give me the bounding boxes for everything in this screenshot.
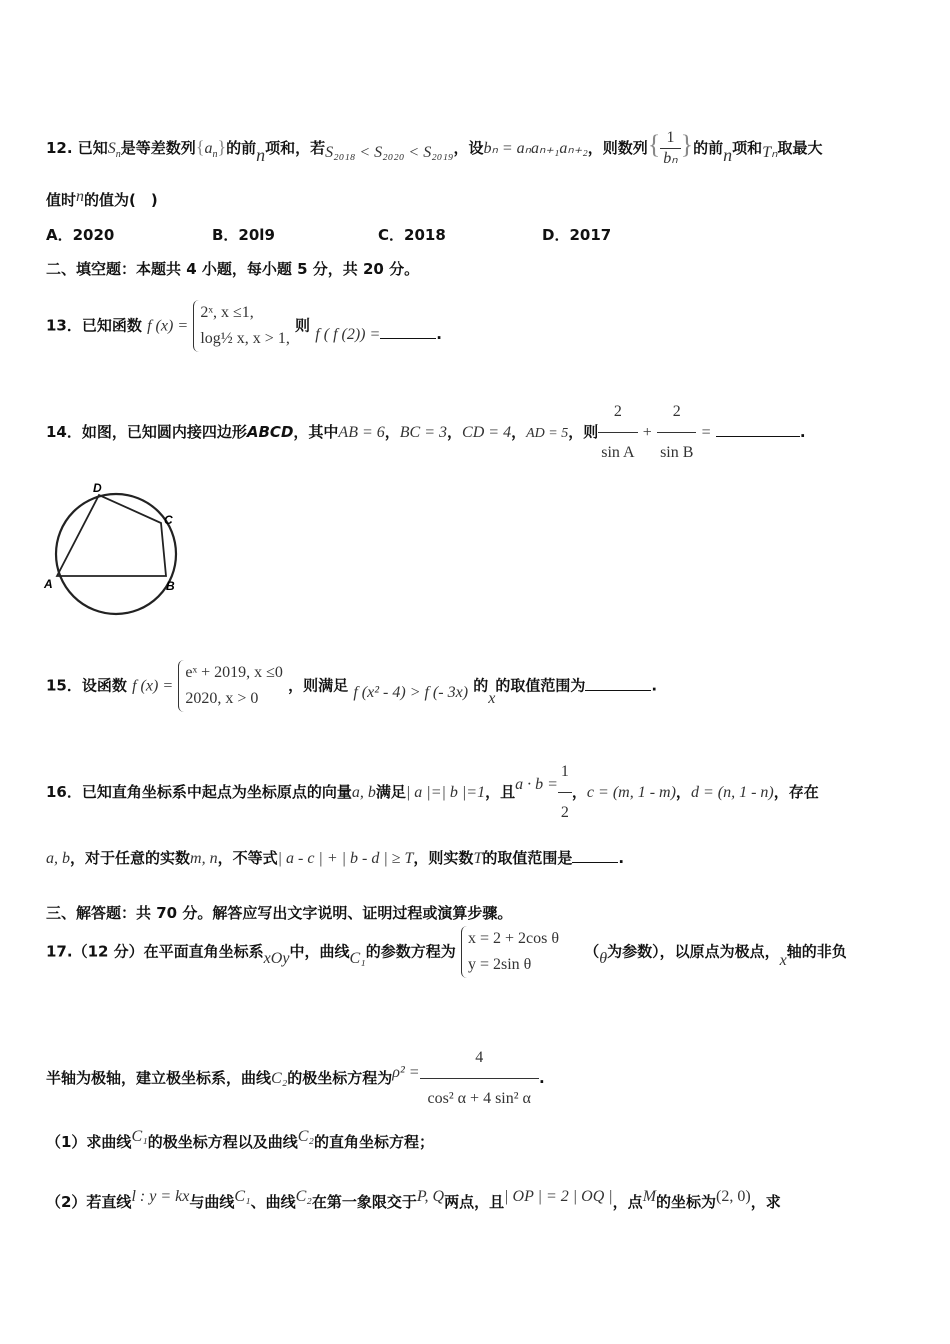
q12-t6: 的前 <box>693 139 724 157</box>
q16-dot: a · b = <box>515 776 558 793</box>
q14-line: 14．如图，已知圆内接四边形ABCD，其中AB = 6，BC = 3，CD = 4，AD = 5，则 $\frac{2}{\text{sin A}}$ + $\frac{2}{\text{sin B}}$ = . <box>46 392 806 473</box>
q12-option-a[interactable]: A．2020 <box>46 226 115 244</box>
q15-piecewise <box>178 660 283 712</box>
q15-fx: f (x) = <box>132 677 174 695</box>
section-fill-in-heading: 二、填空题：本题共 4 小题，每小题 5 分，共 20 分。 <box>46 260 420 278</box>
q16-t2: ，且 <box>485 783 516 801</box>
q16-d: d = (n, 1 - n) <box>690 784 774 801</box>
q17-part1-a: （1）求曲线 <box>46 1133 132 1151</box>
q14-frac-b: $\frac{2}{\text{sin B}}$ <box>657 392 696 473</box>
q17-c2: C₂ <box>271 1070 288 1087</box>
q15-answer-blank[interactable] <box>585 690 651 691</box>
q15-case1: eˣ + 2019, x ≤0 <box>185 664 283 681</box>
q14-quadrilateral <box>57 495 166 576</box>
q14-ab: AB = 6 <box>338 424 385 441</box>
q14-label-b: B <box>166 579 175 593</box>
q17-part2-c1: C₁ <box>234 1188 251 1205</box>
q17-part1-c2: C₂ <box>297 1128 314 1145</box>
q16-line1: 16．已知直角坐标系中起点为坐标原点的向量a, b满足| a |=| b |=1，且a · b = $\frac{1}{2}$ ，c = (m, 1 - m)，d = (n, 1 - n)，存在 <box>46 752 819 833</box>
q17-part2-f: ，点 <box>612 1193 643 1211</box>
q16-t1: 满足 <box>375 783 406 801</box>
q12-brace-open: { <box>195 137 205 157</box>
q16-c: c = (m, 1 - m) <box>586 784 676 801</box>
q17-part2-pq: P, Q <box>416 1188 445 1205</box>
q14-plus: + <box>642 424 652 441</box>
q17-xoy: xOy <box>263 949 290 967</box>
q12-option-c[interactable]: C．2018 <box>378 226 446 244</box>
q17-part2-l: l : y = kx <box>131 1188 190 1205</box>
q16-mn: m, n <box>190 850 218 867</box>
q16-answer-blank[interactable] <box>572 862 618 863</box>
q17-part1-b: 的极坐标方程以及曲线 <box>147 1133 298 1151</box>
q14-bc: BC = 3 <box>399 424 448 441</box>
q12-t7: 项和 <box>732 139 763 157</box>
q12-line2b: 的值为( ) <box>84 191 158 209</box>
q13-case1: 2ˣ, x ≤1, <box>200 304 254 321</box>
q17-t5: 轴的非负 <box>786 942 847 961</box>
q15-line: 15．设函数 f (x) = eˣ + 2019, x ≤0 2020, x > 0 ，则满足 f (x² - 4) > f (- 3x) 的x的取值范围为 . <box>46 660 657 712</box>
q13-expr: f ( f (2)) = <box>315 325 381 343</box>
q17-line1 <box>46 926 847 978</box>
q17-part1-c: 的直角坐标方程； <box>313 1133 434 1151</box>
q16-ab: a, b <box>351 784 376 801</box>
q12-t1: 是等差数列 <box>120 139 196 157</box>
q17-rho-frac: $\frac{4}{\text{cos² α + 4 sin² α}}$ <box>420 1038 539 1119</box>
q16-norm: | a |=| b |=1 <box>405 784 486 801</box>
section-solution-heading: 三、解答题：共 70 分。解答应写出文字说明、证明过程或演算步骤。 <box>46 904 513 922</box>
q12-t4: ，设 <box>453 139 484 157</box>
q14-t1: ，其中 <box>293 423 339 441</box>
q16-line2: a, b，对于任意的实数m, n，不等式| a - c | + | b - d | ≥ T，则实数T的取值范围是 . <box>46 849 625 867</box>
q12-t5: ，则数列 <box>587 139 648 157</box>
q17-line2: 半轴为极轴，建立极坐标系，曲线C₂的极坐标方程为ρ² = $\frac{4}{\text{cos² α + 4 sin² α}}$ . <box>46 1038 545 1119</box>
q17-part2-m: M <box>642 1188 657 1205</box>
q14-frac-a: $\frac{2}{\text{sin A}}$ <box>598 392 637 473</box>
q14-label-d: D <box>93 481 102 495</box>
q14-label-c: C <box>164 513 173 527</box>
q17-part2-g: 的坐标为 <box>656 1193 717 1211</box>
q15-t3: 的取值范围为 <box>495 676 586 695</box>
q17-part2-coord: (2, 0) <box>716 1188 751 1205</box>
q12-bn: bₙ = aₙaₙ₊₁aₙ₊₂ <box>483 140 588 157</box>
q14-quadrilateral-diagram <box>40 478 190 628</box>
q17-part2-eq: | OP | = 2 | OQ | <box>504 1188 613 1205</box>
q12-line2 <box>46 190 158 211</box>
q17-c1: C₁ <box>349 949 366 967</box>
q17-t2: 的参数方程为 <box>365 942 456 961</box>
q15-t1: ，则满足 <box>288 676 349 695</box>
q17-line2-t2: 的极坐标方程为 <box>287 1069 393 1087</box>
q17-part1 <box>46 1128 434 1153</box>
q13-then: 则 <box>295 316 311 335</box>
q14-circumcircle <box>56 494 176 614</box>
q12-t8: 取最大 <box>777 139 823 157</box>
q14-answer-blank[interactable] <box>716 436 800 437</box>
q17-part2-h: ，求 <box>750 1193 781 1211</box>
q17-line2-t1: 半轴为极轴，建立极坐标系，曲线 <box>46 1069 272 1087</box>
q16-line2-t3: ，则实数 <box>413 849 474 867</box>
q14-cd: CD = 4 <box>462 424 512 441</box>
q17-t3: （ <box>584 942 600 961</box>
q12-t2: 的前 <box>226 139 257 157</box>
q17-part2-b: 与曲线 <box>189 1193 235 1211</box>
q12-tn: Tₙ <box>762 144 778 161</box>
q12-ineq: S₂₀₁₈ < S₂₀₂₀ < S₂₀₁₉ <box>325 144 454 161</box>
q12-line1 <box>46 128 822 169</box>
q12-frac: $\frac{1}{\text{bₙ}}$ <box>660 128 680 169</box>
q17-rho: ρ² = <box>392 1064 420 1081</box>
q17-part2-c2: C₂ <box>295 1188 312 1205</box>
q15-lead: 15．设函数 <box>46 676 127 695</box>
q17-part1-c1: C₁ <box>131 1128 148 1145</box>
q17-part2-c: 、曲线 <box>250 1193 296 1211</box>
q13-case2: log½ x, x > 1, <box>200 330 290 347</box>
q12-lead: 12. 已知 <box>46 139 108 157</box>
q14-name: ABCD <box>246 423 294 441</box>
q15-x: x <box>488 689 496 707</box>
q17-t4: 为参数），以原点为极点， <box>607 942 780 961</box>
q16-half: $\frac{1}{2}$ <box>558 752 572 833</box>
q12-n2: n <box>723 145 733 165</box>
q17-part2-d: 在第一象限交于 <box>311 1193 417 1211</box>
q16-t3: ，存在 <box>773 783 819 801</box>
q17-theta: θ <box>599 949 608 967</box>
q12-option-b[interactable]: B．20l9 <box>212 226 275 244</box>
q12-frac-brace-close: } <box>680 130 694 159</box>
q13-piecewise <box>193 300 289 352</box>
q14-lead: 14．如图，已知圆内接四边形 <box>46 423 247 441</box>
q12-n: n <box>256 145 266 165</box>
q17-t1: 中，曲线 <box>289 942 350 961</box>
q12-n3: n <box>76 188 85 205</box>
q13-answer-blank[interactable] <box>380 338 436 339</box>
q12-frac-brace-open: { <box>647 130 661 159</box>
q17-parametric <box>461 926 559 978</box>
q13-lead: 13．已知函数 <box>46 316 142 335</box>
q16-line2-ab: a, b <box>46 850 70 867</box>
q16-lead: 16．已知直角坐标系中起点为坐标原点的向量 <box>46 783 352 801</box>
q17-part2 <box>46 1188 781 1213</box>
q16-line2-t2: ，不等式 <box>217 849 278 867</box>
q12-sn: $S_n$ <box>107 140 121 161</box>
q15-t2: 的 <box>473 676 489 695</box>
q13-fx: f (x) = <box>147 317 189 335</box>
q15-ineq: f (x² - 4) > f (- 3x) <box>353 683 469 701</box>
q17-case1: x = 2 + 2cos θ <box>467 930 559 947</box>
q17-case2: y = 2sin θ <box>467 956 532 973</box>
q12-brace-close: } <box>217 137 227 157</box>
q16-line2-t4: 的取值范围是 <box>482 849 573 867</box>
q17-part2-a: （2）若直线 <box>46 1193 132 1211</box>
q17-lead: 17.（12 分）在平面直角坐标系 <box>46 942 264 961</box>
q15-case2: 2020, x > 0 <box>185 690 259 707</box>
q12-line2a: 值时 <box>46 191 77 209</box>
q16-ineq: | a - c | + | b - d | ≥ T <box>277 850 414 867</box>
q13-line: 13．已知函数 f (x) = 2ˣ, x ≤1, log½ x, x > 1, 则 f ( f (2)) = . <box>46 300 442 352</box>
q16-line2-t1: ，对于任意的实数 <box>70 849 191 867</box>
q14-ad: AD = 5 <box>526 426 569 441</box>
q16-T: T <box>473 850 483 867</box>
q17-x: x <box>779 951 787 969</box>
q12-an: $a_n$ <box>204 140 218 161</box>
q14-label-a: A <box>44 577 53 591</box>
q14-t2: ，则 <box>568 423 599 441</box>
q14-eq: = <box>701 424 711 441</box>
q12-t3: 项和，若 <box>265 139 326 157</box>
q17-part2-e: 两点，且 <box>444 1193 505 1211</box>
q12-option-d[interactable]: D．2017 <box>542 226 612 244</box>
